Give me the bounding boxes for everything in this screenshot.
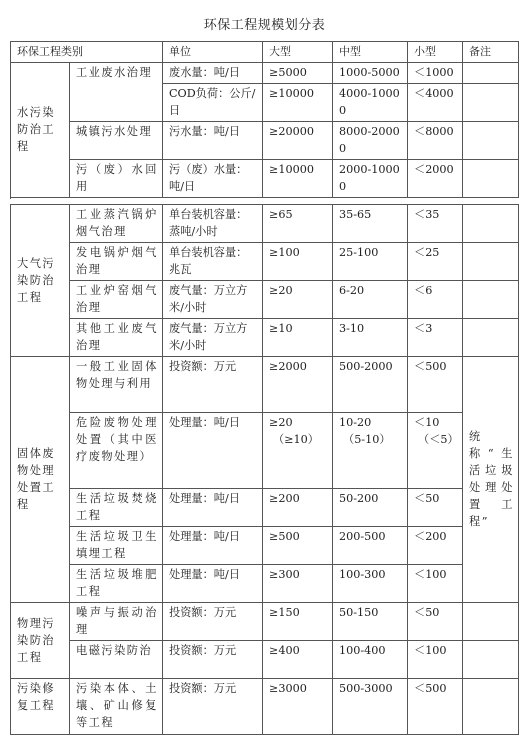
medium-sub-value: （5-10） bbox=[343, 433, 391, 446]
unit-cell: 污（废）水量：吨/日 bbox=[163, 160, 263, 198]
page-title: 环保工程规模划分表 bbox=[203, 18, 326, 33]
item-cell: 其他工业废气治理 bbox=[70, 319, 163, 357]
medium-cell: 500-2000 bbox=[333, 357, 408, 413]
item-cell: 一般工业固体物处理与利用 bbox=[70, 357, 163, 413]
medium-cell: 500-3000 bbox=[333, 679, 408, 735]
large-cell: ≥10000 bbox=[263, 84, 333, 122]
small-cell: ＜2000 bbox=[408, 160, 463, 198]
unit-cell: 处理量：吨/日 bbox=[163, 565, 263, 603]
small-value: ＜10 bbox=[414, 416, 440, 429]
item-cell: 生活垃圾堆肥工程 bbox=[70, 565, 163, 603]
unit-cell: 单台装机容量：兆瓦 bbox=[163, 243, 263, 281]
item-cell: 工业炉窑烟气治理 bbox=[70, 281, 163, 319]
large-cell: ≥100 bbox=[263, 243, 333, 281]
small-cell: ＜4000 bbox=[408, 84, 463, 122]
large-value: ≥20 bbox=[269, 416, 293, 429]
small-cell: ＜1000 bbox=[408, 63, 463, 84]
unit-cell: 投资额：万元 bbox=[163, 603, 263, 641]
small-cell: ＜100 bbox=[408, 565, 463, 603]
main-table bbox=[10, 204, 519, 735]
large-cell: ≥20000 bbox=[263, 122, 333, 160]
small-cell: ＜8000 bbox=[408, 122, 463, 160]
unit-cell: 污水量：吨/日 bbox=[163, 122, 263, 160]
remark-cell bbox=[463, 160, 519, 198]
remark-cell bbox=[463, 63, 519, 84]
large-cell: ≥10 bbox=[263, 319, 333, 357]
medium-cell: 2000-10000 bbox=[333, 160, 408, 198]
remark-cell bbox=[463, 319, 519, 357]
unit-cell: 单台装机容量：蒸吨/小时 bbox=[163, 205, 263, 243]
category-air: 大气污染防治工程 bbox=[11, 205, 70, 357]
item-cell: 危险废物处理处置（其中医疗废物处理） bbox=[70, 413, 163, 489]
medium-cell: 100-400 bbox=[333, 641, 408, 679]
remark-cell bbox=[463, 603, 519, 641]
item-cell: 生活垃圾卫生填埋工程 bbox=[70, 527, 163, 565]
remark-cell: 统称“生活垃圾处理处置工程” bbox=[463, 357, 519, 603]
medium-cell: 35-65 bbox=[333, 205, 408, 243]
item-cell: 污染本体、土壤、矿山修复等工程 bbox=[70, 679, 163, 735]
unit-cell: 投资额：万元 bbox=[163, 641, 263, 679]
small-cell: ＜200 bbox=[408, 527, 463, 565]
large-cell bbox=[263, 413, 333, 489]
item-cell: 噪声与振动治理 bbox=[70, 603, 163, 641]
small-cell: ＜25 bbox=[408, 243, 463, 281]
medium-cell: 6-20 bbox=[333, 281, 408, 319]
large-cell: ≥3000 bbox=[263, 679, 333, 735]
small-cell: ＜50 bbox=[408, 489, 463, 527]
large-cell: ≥400 bbox=[263, 641, 333, 679]
medium-value: 10-20 bbox=[339, 416, 372, 429]
medium-cell: 3-10 bbox=[333, 319, 408, 357]
item-cell: 生活垃圾焚烧工程 bbox=[70, 489, 163, 527]
medium-cell: 4000-10000 bbox=[333, 84, 408, 122]
header-large: 大型 bbox=[263, 42, 333, 63]
large-sub-value: （≥10） bbox=[273, 433, 319, 446]
small-cell: ＜500 bbox=[408, 679, 463, 735]
large-cell: ≥2000 bbox=[263, 357, 333, 413]
unit-cell: 处理量：吨/日 bbox=[163, 489, 263, 527]
small-cell: ＜100 bbox=[408, 641, 463, 679]
item-cell: 工业蒸汽锅炉烟气治理 bbox=[70, 205, 163, 243]
header-category: 环保工程类别 bbox=[11, 42, 163, 63]
remark-cell bbox=[463, 641, 519, 679]
large-cell: ≥10000 bbox=[263, 160, 333, 198]
medium-cell: 50-150 bbox=[333, 603, 408, 641]
remark-cell bbox=[463, 84, 519, 122]
remark-cell bbox=[463, 243, 519, 281]
item-cell: 工业废水治理 bbox=[70, 63, 163, 122]
large-cell: ≥20 bbox=[263, 281, 333, 319]
small-cell: ＜500 bbox=[408, 357, 463, 413]
medium-cell bbox=[333, 413, 408, 489]
small-sub-value: （＜5） bbox=[418, 433, 459, 446]
category-remediation: 污染修复工程 bbox=[11, 679, 70, 735]
large-cell: ≥300 bbox=[263, 565, 333, 603]
medium-cell: 50-200 bbox=[333, 489, 408, 527]
item-cell: 电磁污染防治 bbox=[70, 641, 163, 679]
item-cell: 污（废）水回用 bbox=[70, 160, 163, 198]
water-table bbox=[10, 41, 519, 198]
remark-cell bbox=[463, 205, 519, 243]
header-remark: 备注 bbox=[463, 42, 519, 63]
unit-cell: 处理量：吨/日 bbox=[163, 413, 263, 489]
unit-cell: 废水量：吨/日 bbox=[163, 63, 263, 84]
medium-cell: 200-500 bbox=[333, 527, 408, 565]
small-cell bbox=[408, 413, 463, 489]
unit-cell: 废气量：万立方米/小时 bbox=[163, 319, 263, 357]
category-solid: 固体废物处理处置工程 bbox=[11, 357, 70, 603]
large-cell: ≥65 bbox=[263, 205, 333, 243]
small-cell: ＜3 bbox=[408, 319, 463, 357]
medium-cell: 8000-20000 bbox=[333, 122, 408, 160]
category-physical: 物理污染防治工程 bbox=[11, 603, 70, 679]
small-cell: ＜50 bbox=[408, 603, 463, 641]
unit-cell: 投资额：万元 bbox=[163, 357, 263, 413]
unit-cell: COD负荷：公斤/日 bbox=[163, 84, 263, 122]
large-cell: ≥200 bbox=[263, 489, 333, 527]
header-medium: 中型 bbox=[333, 42, 408, 63]
header-small: 小型 bbox=[408, 42, 463, 63]
remark-cell bbox=[463, 281, 519, 319]
medium-cell: 1000-5000 bbox=[333, 63, 408, 84]
unit-cell: 投资额：万元 bbox=[163, 679, 263, 735]
remark-cell bbox=[463, 122, 519, 160]
item-cell: 发电锅炉烟气治理 bbox=[70, 243, 163, 281]
small-cell: ＜35 bbox=[408, 205, 463, 243]
category-water: 水污染防治工程 bbox=[11, 63, 70, 198]
medium-cell: 100-300 bbox=[333, 565, 408, 603]
unit-cell: 废气量：万立方米/小时 bbox=[163, 281, 263, 319]
header-unit: 单位 bbox=[163, 42, 263, 63]
small-cell: ＜6 bbox=[408, 281, 463, 319]
item-cell: 城镇污水处理 bbox=[70, 122, 163, 160]
unit-cell: 处理量：吨/日 bbox=[163, 527, 263, 565]
large-cell: ≥500 bbox=[263, 527, 333, 565]
large-cell: ≥5000 bbox=[263, 63, 333, 84]
remark-cell bbox=[463, 679, 519, 735]
medium-cell: 25-100 bbox=[333, 243, 408, 281]
large-cell: ≥150 bbox=[263, 603, 333, 641]
